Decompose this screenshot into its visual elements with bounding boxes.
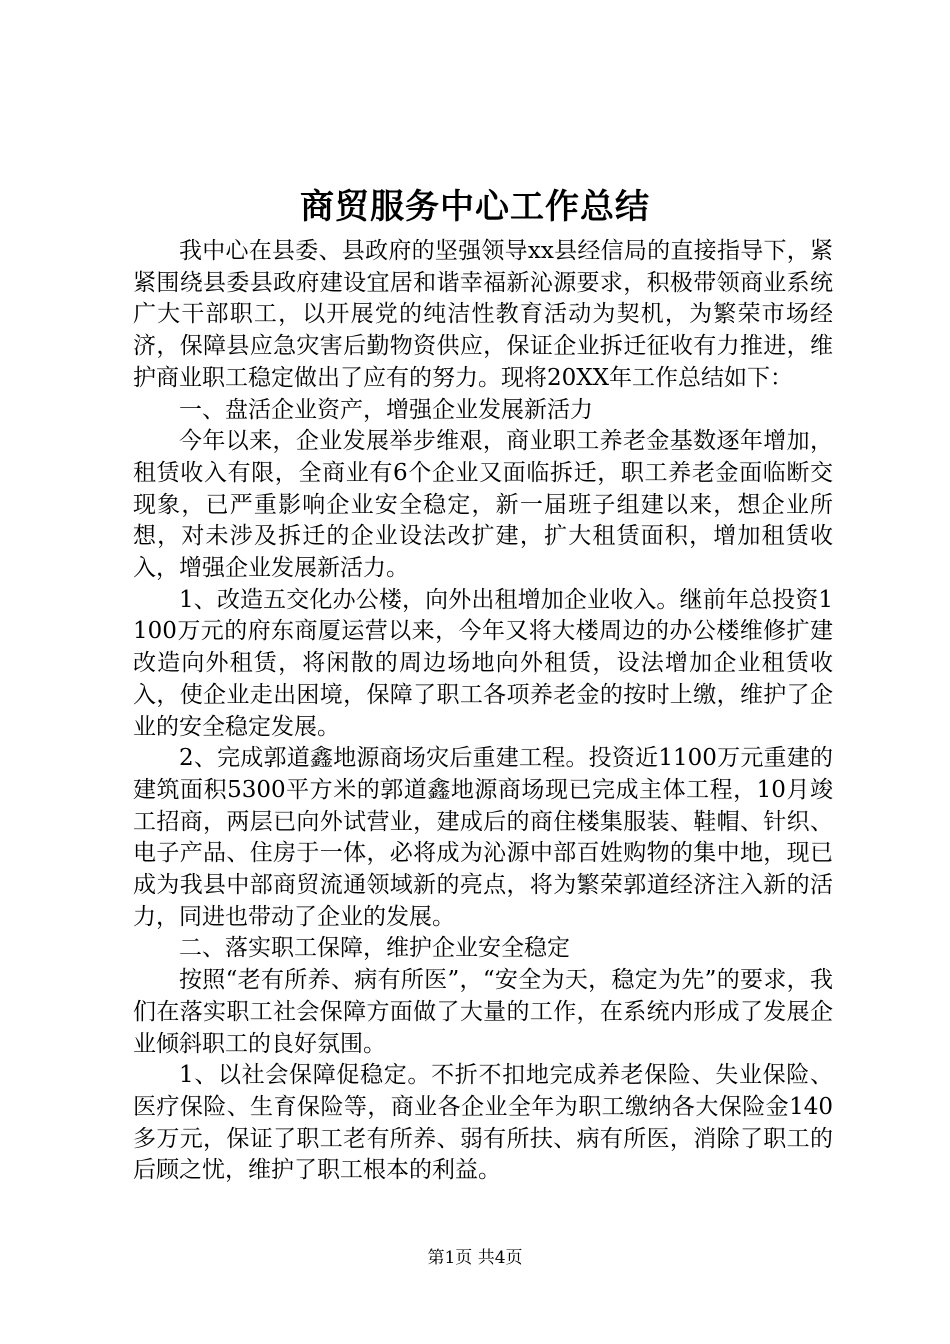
page-footer: 第1页 共4页 — [427, 1248, 523, 1268]
document-body — [133, 236, 833, 1187]
section-heading-1: 一、盘活企业资产，增强企业发展新活力 — [179, 396, 593, 423]
intro-paragraph: 我中心在县委、县政府的坚强领导xx县经信局的直接指导下，紧紧围绕县委县政府建设宜居和谐幸福新沁源要求，积极带领商业系统广大干部职工，以开展党的纯洁性教育活动为契机，为繁荣市场经济，保障县应急灾害后勤物资供应，保证企业拆迁征收有力推进，维护商业职工稳定做出了应有的努力。现将20XX年工作总结如下： — [133, 238, 833, 391]
section-1-paragraph: 今年以来，企业发展举步维艰，商业职工养老金基数逐年增加，租赁收入有限，全商业有6个企业又面临拆迁，职工养老金面临断交现象，已严重影响企业安全稳定，新一届班子组建以来，想企业所想，对未涉及拆迁的企业设法改扩建，扩大租赁面积，增加租赁收入，增强企业发展新活力。 — [133, 428, 833, 582]
section-1-item-1: 1、改造五交化办公楼，向外出租增加企业收入。继前年总投资1100万元的府东商厦运营以来，今年又将大楼周边的办公楼维修扩建改造向外租赁，将闲散的周边场地向外租赁，设法增加企业租赁收入，使企业走出困境，保障了职工各项养老金的按时上缴，维护了企业的安全稳定发展。 — [133, 586, 833, 740]
section-2-item-1: 1、以社会保障促稳定。不折不扣地完成养老保险、失业保险、医疗保险、生育保险等，商业各企业全年为职工缴纳各大保险金140多万元，保证了职工老有所养、弱有所扶、病有所医，消除了职工的后顾之忧，维护了职工根本的利益。 — [133, 1062, 833, 1184]
document-title: 商贸服务中心工作总结 — [300, 187, 650, 227]
section-1-item-2: 2、完成郭道鑫地源商场灾后重建工程。投资近1100万元重建的建筑面积5300平方米的郭道鑫地源商场现已完成主体工程，10月竣工招商，两层已向外试营业，建成后的商住楼集服装、鞋帽、针织、电子产品、住房于一体，必将成为沁源中部百姓购物的集中地，现已成为我县中部商贸流通领域新的亮点，将为繁荣郭道经济注入新的活力，同进也带动了企业的发展。 — [133, 745, 833, 930]
section-2-paragraph: 按照“老有所养、病有所医”，“安全为天，稳定为先”的要求，我们在落实职工社会保障方面做了大量的工作，在系统内形成了发展企业倾斜职工的良好氛围。 — [133, 967, 833, 1057]
section-heading-2: 二、落实职工保障，维护企业安全稳定 — [179, 935, 570, 962]
